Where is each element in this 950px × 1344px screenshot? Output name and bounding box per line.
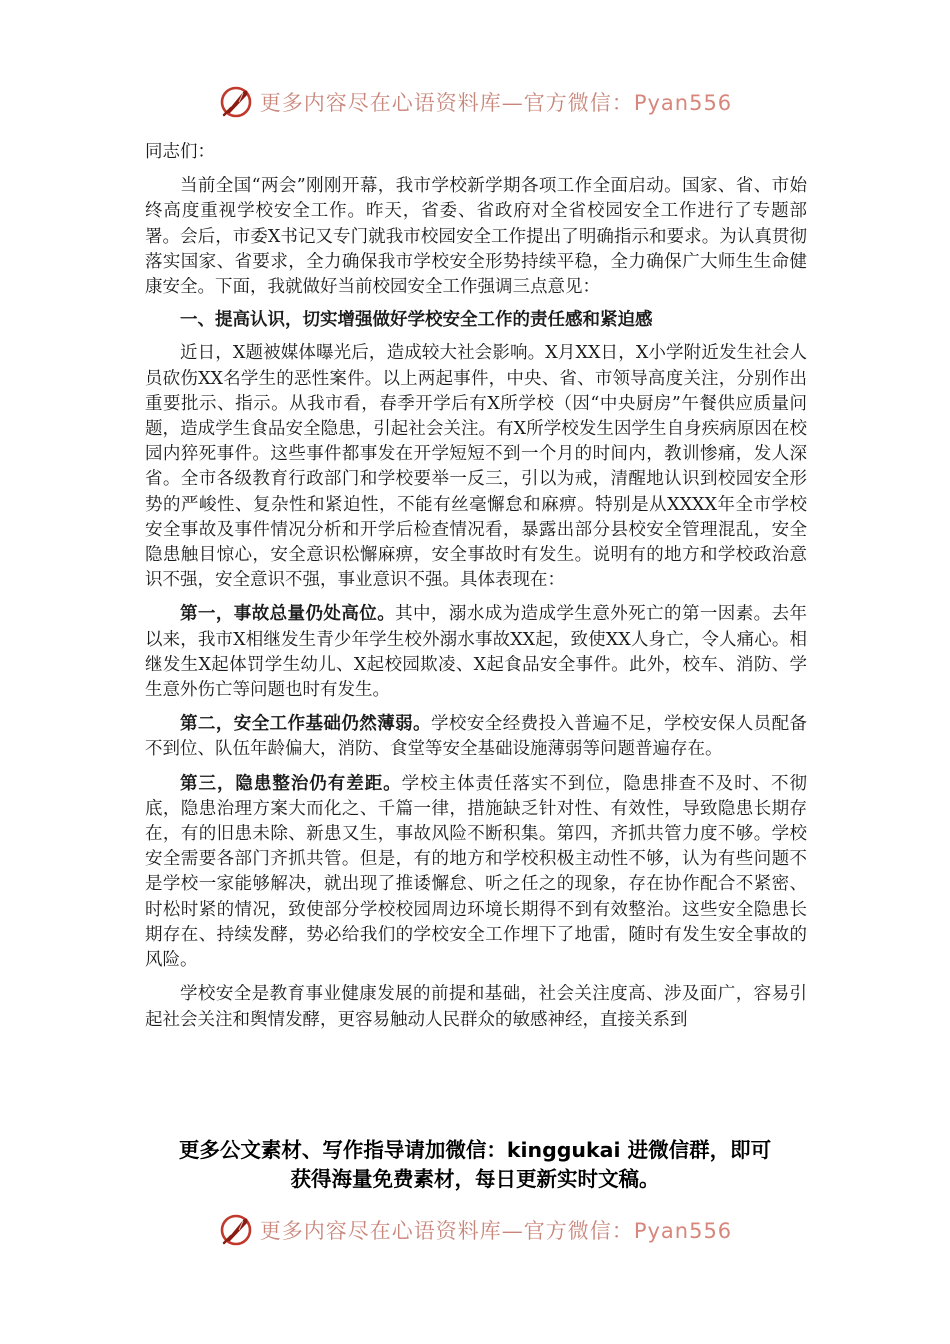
section1-paragraph: 近日，X题被媒体曝光后，造成较大社会影响。X月XX日，X小学附近发生社会人员砍伤XX名学生的恶性案件。以上两起事件，中央、省、市领导高度关注，分别作出重要批示、指示。从我市看，春季开学后有X所学校（因“中央厨房”午餐供应质量问题，造成学生食品安全隐患，引起社会关注。有X所学校发生因学生自身疾病原因在校园内猝死事件。这些事件都事发在开学短短不到一个月的时间内，教训惨痛，发人深省。全市各级教育行政部门和学校要举一反三，引以为戒，清醒地认识到校园安全形势的严峻性、复杂性和紧迫性，不能有丝毫懈怠和麻痹。特别是从XXXX年全市学校安全事故及事件情况分析和开学后检查情况看，暴露出部分县校安全管理混乱，安全隐患触目惊心，安全意识松懈麻痹，安全事故时有发生。说明有的地方和学校政治意识不强，安全意识不强，事业意识不强。具体表现在：: [145, 343, 807, 591]
promo-notice: [0, 1136, 950, 1194]
promo-line-1: 更多公文素材、写作指导请加微信：kinggukai 进微信群，即可: [178, 1138, 772, 1162]
point-body-1: 其中，溺水成为造成学生意外死亡的第一因素。去年以来，我市X相继发生青少年学生校外溺水事故XX起，致使XX人身亡，令人痛心。相继发生X起体罚学生幼儿、X起校园欺凌、X起食品安全事件。此外，校车、消防、学生意外伤亡等问题也时有发生。: [145, 604, 808, 701]
point-body-3: 学校主体责任落实不到位，隐患排查不及时、不彻底，隐患治理方案大而化之、千篇一律，措施缺乏针对性、有效性，导致隐患长期存在，有的旧患未除、新患又生，事故风险不断积集。第四，齐抓共管力度不够。学校安全需要各部门齐抓共管。但是，有的地方和学校积极主动性不够，认为有些问题不是学校一家能够解决，就出现了推诿懈怠、听之任之的现象，存在协作配合不紧密、时松时紧的情况，致使部分学校校园周边环境长期得不到有效整治。这些安全隐患长期存在、持续发酵，势必给我们的学校安全工作埋下了地雷，随时有发生安全事故的风险。: [145, 773, 808, 971]
closing-paragraph: 学校安全是教育事业健康发展的前提和基础，社会关注度高、涉及面广，容易引起社会关注和舆情发酵，更容易触动人民群众的敏感神经，直接关系到: [145, 984, 807, 1030]
point-paragraph-2: [145, 712, 807, 762]
point-paragraph-1: [145, 602, 807, 703]
watermark-account: Pyan556: [633, 91, 733, 115]
document-body: [145, 140, 807, 1033]
watermark-text: 更多内容尽在心语资料库—官方微信：Pyan556: [259, 91, 733, 115]
point-paragraph-3: [145, 772, 807, 974]
point-lead-1: 第一，事故总量仍处高位。: [180, 604, 396, 625]
salutation: 同志们：: [145, 142, 215, 162]
section-heading-1: 一、提高认识，切实增强做好学校安全工作的责任感和紧迫感: [180, 310, 653, 331]
header-watermark: [0, 82, 950, 122]
point-lead-2: 第二，安全工作基础仍然薄弱。: [180, 714, 431, 735]
quill-pen-logo-icon: [218, 84, 254, 120]
point-lead-3: 第三，隐患整治仍有差距。: [180, 773, 402, 794]
footer-watermark: [0, 1210, 950, 1250]
promo-line-2: 获得海量免费素材，每日更新实时文稿。: [290, 1167, 660, 1191]
quill-pen-logo-icon: [218, 1212, 254, 1248]
watermark-account: Pyan556: [633, 1219, 733, 1243]
intro-paragraph: 当前全国“两会”刚刚开幕，我市学校新学期各项工作全面启动。国家、省、市始终高度重视学校安全工作。昨天，省委、省政府对全省校园安全工作进行了专题部署。会后，市委X书记又专门就我市校园安全工作提出了明确指示和要求。为认真贯彻落实国家、省要求，全力确保我市学校安全形势持续平稳，全力确保广大师生生命健康安全。下面，我就做好当前校园安全工作强调三点意见：: [145, 176, 807, 298]
watermark-text: 更多内容尽在心语资料库—官方微信：Pyan556: [259, 1219, 733, 1243]
point-body-2: 学校安全经费投入普遍不足，学校安保人员配备不到位、队伍年龄偏大，消防、食堂等安全基础设施薄弱等问题普遍存在。: [145, 714, 808, 760]
